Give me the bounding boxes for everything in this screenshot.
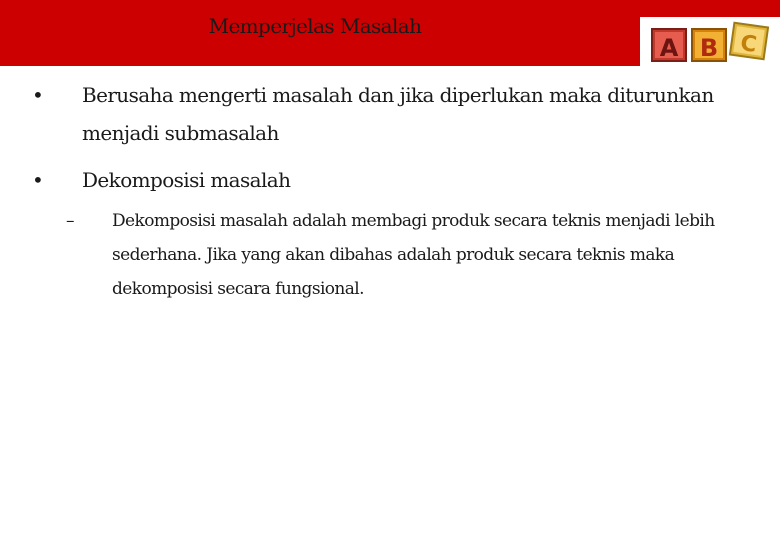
bullet-text xyxy=(82,76,722,152)
sub-bullet-line: sederhana. Jika yang akan dibahas adalah produk secara teknis maka xyxy=(112,245,675,265)
bullet-mark: • xyxy=(32,83,44,107)
sub-bullet-mark: – xyxy=(66,211,75,231)
sub-bullet-line: Dekomposisi masalah adalah membagi produk secara teknis menjadi lebih xyxy=(112,211,715,231)
bullet-mark: • xyxy=(32,168,44,192)
bullet-item xyxy=(0,76,780,156)
sub-bullet-line: dekomposisi secara fungsional. xyxy=(112,279,364,299)
bullet-line: Berusaha mengerti masalah dan jika diperlukan maka diturunkan xyxy=(82,83,714,107)
bullet-item xyxy=(0,161,780,201)
sub-bullet-text xyxy=(112,204,732,306)
bullet-text xyxy=(82,161,722,199)
svg-text:B: B xyxy=(699,34,719,62)
slide-title: Memperjelas Masalah xyxy=(208,14,422,38)
svg-text:A: A xyxy=(659,34,679,62)
sub-bullet-item xyxy=(0,204,780,314)
abc-logo xyxy=(640,17,780,68)
bullet-line: menjadi submasalah xyxy=(82,121,279,145)
bullet-line: Dekomposisi masalah xyxy=(82,168,291,192)
abc-blocks-icon xyxy=(640,17,780,68)
svg-text:C: C xyxy=(738,30,759,58)
